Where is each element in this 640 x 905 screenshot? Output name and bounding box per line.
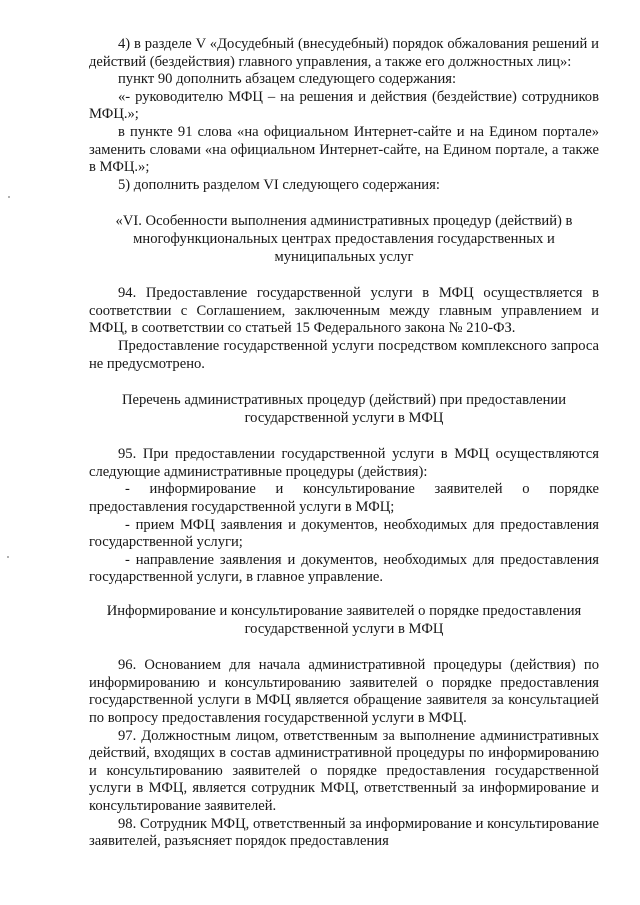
list-item: - направление заявления и документов, необходимых для предоставления государственной услуги, в главное управление. bbox=[89, 551, 599, 586]
list-item: - прием МФЦ заявления и документов, необходимых для предоставления государственной услуги; bbox=[89, 516, 599, 551]
subheading-procedures: Перечень административных процедур (действий) при предоставлении государственной услуги в МФЦ bbox=[121, 392, 567, 426]
list-item: - информирование и консультирование заявителей о порядке предоставления государственной услуги в МФЦ; bbox=[89, 481, 599, 516]
intro-paragraph: «- руководителю МФЦ – на решения и действия (бездействие) сотрудников МФЦ.»; bbox=[89, 88, 599, 123]
final-paragraph: 96. Основанием для начала административной процедуры (действия) по информированию и консультированию заявителей о порядке предоставления государственной услуги в МФЦ является обращение заявителя за консультацией по вопросу предоставления государственной услуги в МФЦ. bbox=[89, 657, 599, 726]
document-body bbox=[89, 36, 599, 851]
final-paragraph: 97. Должностным лицом, ответственным за выполнение административных действий, входящих в состав административной процедуры по информированию и консультированию заявителей о порядке предоставления государственной услуги в МФЦ, является сотрудник МФЦ, ответственный за информирование и консультирование заявителей. bbox=[89, 727, 599, 814]
scan-speck bbox=[8, 196, 10, 198]
section-paragraph: 94. Предоставление государственной услуги в МФЦ осуществляется в соответствии с Соглашением, заключенным между главным управлением и МФЦ, в соответствии со статьей 15 Федерального закона № 210-ФЗ. bbox=[89, 285, 599, 337]
list-intro: 95. При предоставлении государственной услуги в МФЦ осуществляются следующие административные процедуры (действия): bbox=[89, 446, 599, 480]
intro-paragraph: 5) дополнить разделом VI следующего содержания: bbox=[118, 176, 440, 193]
final-paragraph: 98. Сотрудник МФЦ, ответственный за информирование и консультирование заявителей, разъясняет порядок предоставления bbox=[89, 815, 599, 850]
intro-paragraph: 4) в разделе V «Досудебный (внесудебный) порядок обжалования решений и действий (бездействия) главного управления, а также его должностных лиц»: bbox=[89, 36, 599, 70]
intro-paragraph: пункт 90 дополнить абзацем следующего содержания: bbox=[118, 71, 457, 88]
intro-paragraph: в пункте 91 слова «на официальном Интернет-сайте и на Едином портале» заменить словами «на официальном Интернет-сайте, на Едином портале, а также в МФЦ.»; bbox=[89, 123, 599, 176]
scan-speck bbox=[7, 556, 9, 558]
section-heading: «VI. Особенности выполнения административных процедур (действий) в многофункциональных центрах предоставления государственных и муниципальных услуг bbox=[115, 213, 573, 265]
subheading-informing: Информирование и консультирование заявителей о порядке предоставления государственной услуги в МФЦ bbox=[106, 603, 582, 637]
section-paragraph: Предоставление государственной услуги посредством комплексного запроса не предусмотрено. bbox=[89, 337, 599, 372]
